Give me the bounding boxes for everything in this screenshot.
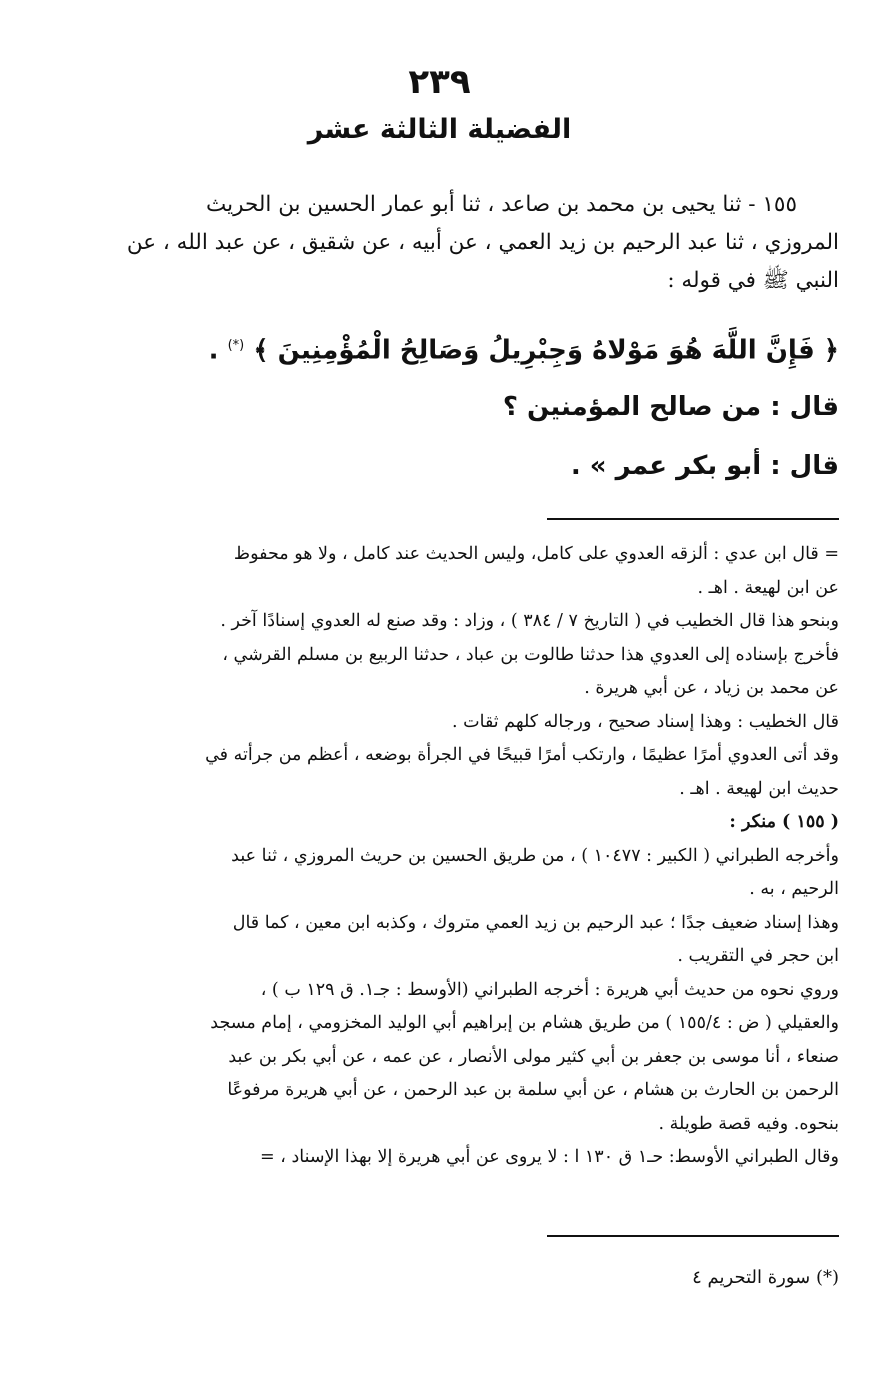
footnote-line: عن ابن لهيعة . اهـ .: [697, 577, 839, 598]
footnote-line: ابن حجر في التقريب .: [677, 946, 839, 966]
verse-text: ﴿ فَإِنَّ اللَّهَ هُوَ مَوْلاهُ وَجِبْرِيلُ وَصَالِحُ الْمُؤْمِنِينَ ﴾: [253, 335, 839, 366]
page-number: ٢٣٩: [408, 62, 471, 102]
hadith-line-2: المروزي ، ثنا عبد الرحيم بن زيد العمي ، عن أبيه ، عن شقيق ، عن عبد الله ، عن: [126, 230, 839, 255]
verse-footnote-marker: (*): [227, 338, 245, 353]
footnote-line: وهذا إسناد ضعيف جدًا ؛ عبد الرحيم بن زيد العمي متروك ، وكذبه ابن معين ، كما قال: [232, 912, 839, 933]
footnote-line: الرحمن بن الحارث بن هشام ، عن أبي سلمة بن عبد الرحمن ، عن أبي هريرة مرفوعًا: [227, 1080, 839, 1100]
footnote-line: فأخرج بإسناده إلى العدوي هذا حدثنا طالوت بن عباد ، حدثنا الربيع بن مسلم القرشي ،: [222, 644, 839, 665]
chapter-title: الفضيلة الثالثة عشر: [307, 114, 572, 145]
footnote-line: قال الخطيب : وهذا إسناد صحيح ، ورجاله كلهم ثقات .: [452, 711, 839, 732]
footnote-line: وأخرجه الطبراني ( الكبير : ١٠٤٧٧ ) ، من طريق الحسين بن حريث المروزي ، ثنا عبد: [231, 845, 839, 866]
footnotes-block: [76, 538, 839, 1175]
footnote-separator: [547, 518, 839, 520]
footnote-line: بنحوه. وفيه قصة طويلة .: [658, 1113, 839, 1134]
hadith-text: [76, 186, 839, 300]
bottom-note-separator: [547, 1235, 839, 1237]
footnote-line: وقد أتى العدوي أمرًا عظيمًا ، وارتكب أمرًا قبيحًا في الجرأة بوضعه ، أعظم من جرأته في: [205, 745, 839, 765]
hadith-line-3: النبي ﷺ في قوله :: [667, 268, 839, 293]
footnote-line: وروي نحوه من حديث أبي هريرة : أخرجه الطبراني (الأوسط : جـ١. ق ١٢٩ ب ) ،: [260, 979, 839, 1000]
footnote-heading: ( ١٥٥ ) منكر :: [729, 812, 839, 832]
footnote-line: وقال الطبراني الأوسط: حـ١ ق ١٣٠ ا : لا يروى عن أبي هريرة إلا بهذا الإسناد ، =: [260, 1147, 839, 1167]
hadith-line-1: ١٥٥ - ثنا يحيى بن محمد بن صاعد ، ثنا أبو عمار الحسين بن الحريث: [206, 192, 797, 217]
footnote-line: حديث ابن لهيعة . اهـ .: [679, 778, 839, 799]
footnote-line: عن محمد بن زياد ، عن أبي هريرة .: [584, 678, 839, 698]
footnote-line: صنعاء ، أنا موسى بن جعفر بن أبي كثير مولى الأنصار ، عن عمه ، عن أبي بكر بن عبد: [228, 1046, 839, 1067]
answer-line: قال : أبو بكر عمر » .: [570, 451, 839, 481]
footnote-line: وبنحو هذا قال الخطيب في ( التاريخ ٧ / ٣٨٤ ) ، وزاد : وقد صنع له العدوي إسنادًا آخر .: [220, 611, 839, 631]
verse-source-note: (*) سورة التحريم ٤: [692, 1267, 839, 1288]
footnote-line: = قال ابن عدي : ألزقه العدوي على كامل، وليس الحديث عند كامل ، ولا هو محفوظ: [233, 544, 839, 564]
footnote-line: والعقيلي ( ض : ١٥٥/٤ ) من طريق هشام بن إبراهيم أبي الوليد المخزومي ، إمام مسجد: [210, 1013, 839, 1033]
verse-end: .: [208, 335, 228, 366]
quran-verse: [200, 324, 839, 373]
footnote-line: الرحيم ، به .: [749, 879, 839, 899]
question-line: قال : من صالح المؤمنين ؟: [502, 392, 839, 422]
